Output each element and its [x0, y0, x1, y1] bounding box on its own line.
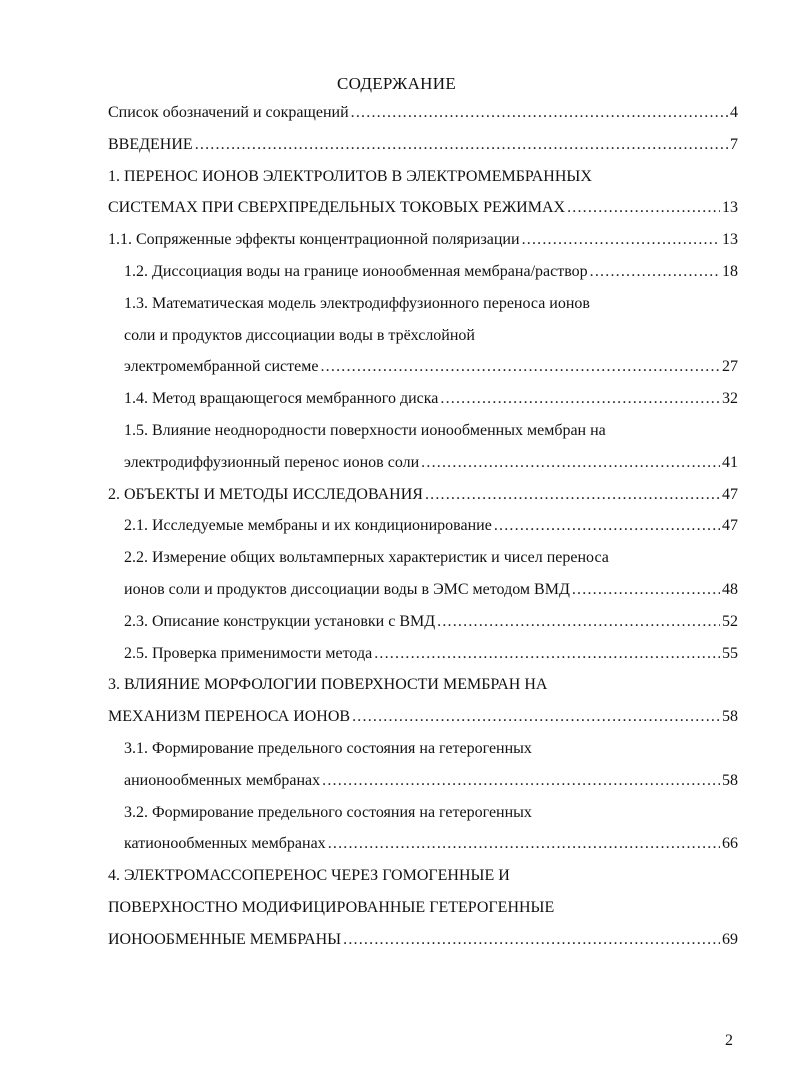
- toc-entry-page: 47: [722, 517, 738, 535]
- toc-entry-page: 55: [722, 644, 738, 662]
- toc-entry-page: 52: [722, 612, 738, 630]
- toc-entry-text: МЕХАНИЗМ ПЕРЕНОСА ИОНОВ: [108, 708, 351, 726]
- toc-entry-text: 1.5. Влияние неоднородности поверхности ионообменных мембран на: [124, 421, 606, 439]
- toc-entry: [108, 231, 738, 263]
- dot-leader: [374, 645, 720, 663]
- dot-leader: [421, 454, 720, 472]
- toc-entry-text: катионообменных мембранах: [124, 835, 326, 853]
- dot-leader: [590, 263, 720, 281]
- toc-entry: [108, 549, 738, 581]
- toc-entry-page: 13: [722, 231, 738, 249]
- toc-entry: [108, 486, 738, 518]
- toc-title: СОДЕРЖАНИЕ: [336, 74, 457, 93]
- toc-entry-page: 13: [722, 199, 738, 217]
- toc-entry-text: СИСТЕМАХ ПРИ СВЕРХПРЕДЕЛЬНЫХ ТОКОВЫХ РЕЖИМАХ: [108, 199, 566, 217]
- toc-entry: [108, 358, 738, 390]
- toc-entry: [108, 136, 738, 168]
- dot-leader: [437, 613, 720, 631]
- toc-entry: [108, 168, 738, 200]
- toc-entry-text: 3.2. Формирование предельного состояния на гетерогенных: [124, 803, 532, 821]
- toc-entry: [108, 676, 738, 708]
- toc-entry-text: 1.3. Математическая модель электродиффузионного переноса ионов: [124, 294, 590, 312]
- toc-entry-page: 58: [722, 771, 738, 789]
- dot-leader: [343, 931, 720, 949]
- dot-leader: [567, 199, 720, 217]
- toc-entry-page: 58: [722, 708, 738, 726]
- toc-entry: [108, 804, 738, 836]
- dot-leader: [322, 772, 720, 790]
- toc-entry-text: ПОВЕРХНОСТНО МОДИФИЦИРОВАННЫЕ ГЕТЕРОГЕННЫЕ: [108, 898, 555, 916]
- table-of-contents: [108, 104, 738, 963]
- dot-leader: [572, 581, 720, 599]
- toc-entry: [108, 390, 738, 422]
- toc-entry: [108, 931, 738, 963]
- dot-leader: [522, 231, 720, 249]
- toc-entry-page: 4: [730, 104, 738, 121]
- toc-entry: [108, 199, 738, 231]
- toc-entry-text: 1.2. Диссоциация воды на границе ионообменная мембрана/раствор: [124, 262, 588, 280]
- dot-leader: [195, 136, 728, 154]
- toc-entry-text: соли и продуктов диссоциации воды в трёхслойной: [124, 326, 475, 344]
- toc-entry-text: 2. ОБЪЕКТЫ И МЕТОДЫ ИССЛЕДОВАНИЯ: [108, 485, 423, 503]
- toc-entry: [108, 422, 738, 454]
- toc-entry: [108, 867, 738, 899]
- toc-entry: [108, 708, 738, 740]
- toc-entry-page: 47: [722, 485, 738, 503]
- toc-entry: [108, 613, 738, 645]
- toc-entry-text: 4. ЭЛЕКТРОМАССОПЕРЕНОС ЧЕРЕЗ ГОМОГЕННЫЕ И: [108, 867, 510, 885]
- toc-entry: [108, 835, 738, 867]
- toc-entry-page: 32: [722, 390, 738, 408]
- toc-entry: [108, 327, 738, 359]
- dot-leader: [494, 517, 720, 535]
- toc-entry-text: 3.1. Формирование предельного состояния на гетерогенных: [124, 739, 532, 757]
- toc-entry-page: 66: [722, 835, 738, 853]
- toc-entry-text: 2.1. Исследуемые мембраны и их кондиционирование: [124, 517, 492, 535]
- toc-entry-text: ионов соли и продуктов диссоциации воды в ЭМС методом ВМД: [124, 580, 570, 598]
- toc-entry-page: 7: [730, 135, 738, 153]
- toc-entry-text: электродиффузионный перенос ионов соли: [124, 453, 420, 471]
- dot-leader: [320, 358, 720, 376]
- toc-entry-text: электромембранной системе: [124, 358, 319, 376]
- toc-entry-text: 1.1. Сопряженные эффекты концентрационной поляризации: [108, 231, 520, 249]
- dot-leader: [352, 708, 720, 726]
- toc-entry-page: 27: [722, 358, 738, 376]
- toc-entry-text: анионообменных мембранах: [124, 771, 321, 789]
- toc-entry-text: 1. ПЕРЕНОС ИОНОВ ЭЛЕКТРОЛИТОВ В ЭЛЕКТРОМЕМБРАННЫХ: [108, 167, 592, 185]
- dot-leader: [425, 486, 720, 504]
- toc-entry-page: 18: [722, 262, 738, 280]
- toc-entry-text: 2.3. Описание конструкции установки с ВМД: [124, 612, 436, 630]
- toc-entry: [108, 295, 738, 327]
- toc-entry-page: 48: [722, 580, 738, 598]
- toc-entry-text: ИОНООБМЕННЫЕ МЕМБРАНЫ: [108, 930, 342, 948]
- toc-entry: [108, 454, 738, 486]
- toc-entry: [108, 772, 738, 804]
- toc-entry: [108, 263, 738, 295]
- toc-entry: [108, 899, 738, 931]
- toc-entry-text: Список обозначений и сокращений: [108, 104, 349, 121]
- toc-entry: [108, 740, 738, 772]
- toc-entry-text: ВВЕДЕНИЕ: [108, 135, 193, 153]
- toc-entry-page: 41: [722, 453, 738, 471]
- dot-leader: [351, 104, 728, 122]
- dot-leader: [328, 835, 720, 853]
- toc-entry: [108, 104, 738, 136]
- toc-entry: [108, 581, 738, 613]
- toc-entry-text: 2.2. Измерение общих вольтамперных характеристик и чисел переноса: [124, 549, 609, 567]
- toc-entry-text: 3. ВЛИЯНИЕ МОРФОЛОГИИ ПОВЕРХНОСТИ МЕМБРАН НА: [108, 676, 548, 694]
- toc-entry: [108, 645, 738, 677]
- dot-leader: [440, 390, 720, 408]
- toc-entry-text: 1.4. Метод вращающегося мембранного диска: [124, 390, 439, 408]
- toc-entry: [108, 517, 738, 549]
- toc-entry-text: 2.5. Проверка применимости метода: [124, 644, 373, 662]
- page-number: 2: [725, 1032, 733, 1049]
- toc-entry-page: 69: [722, 930, 738, 948]
